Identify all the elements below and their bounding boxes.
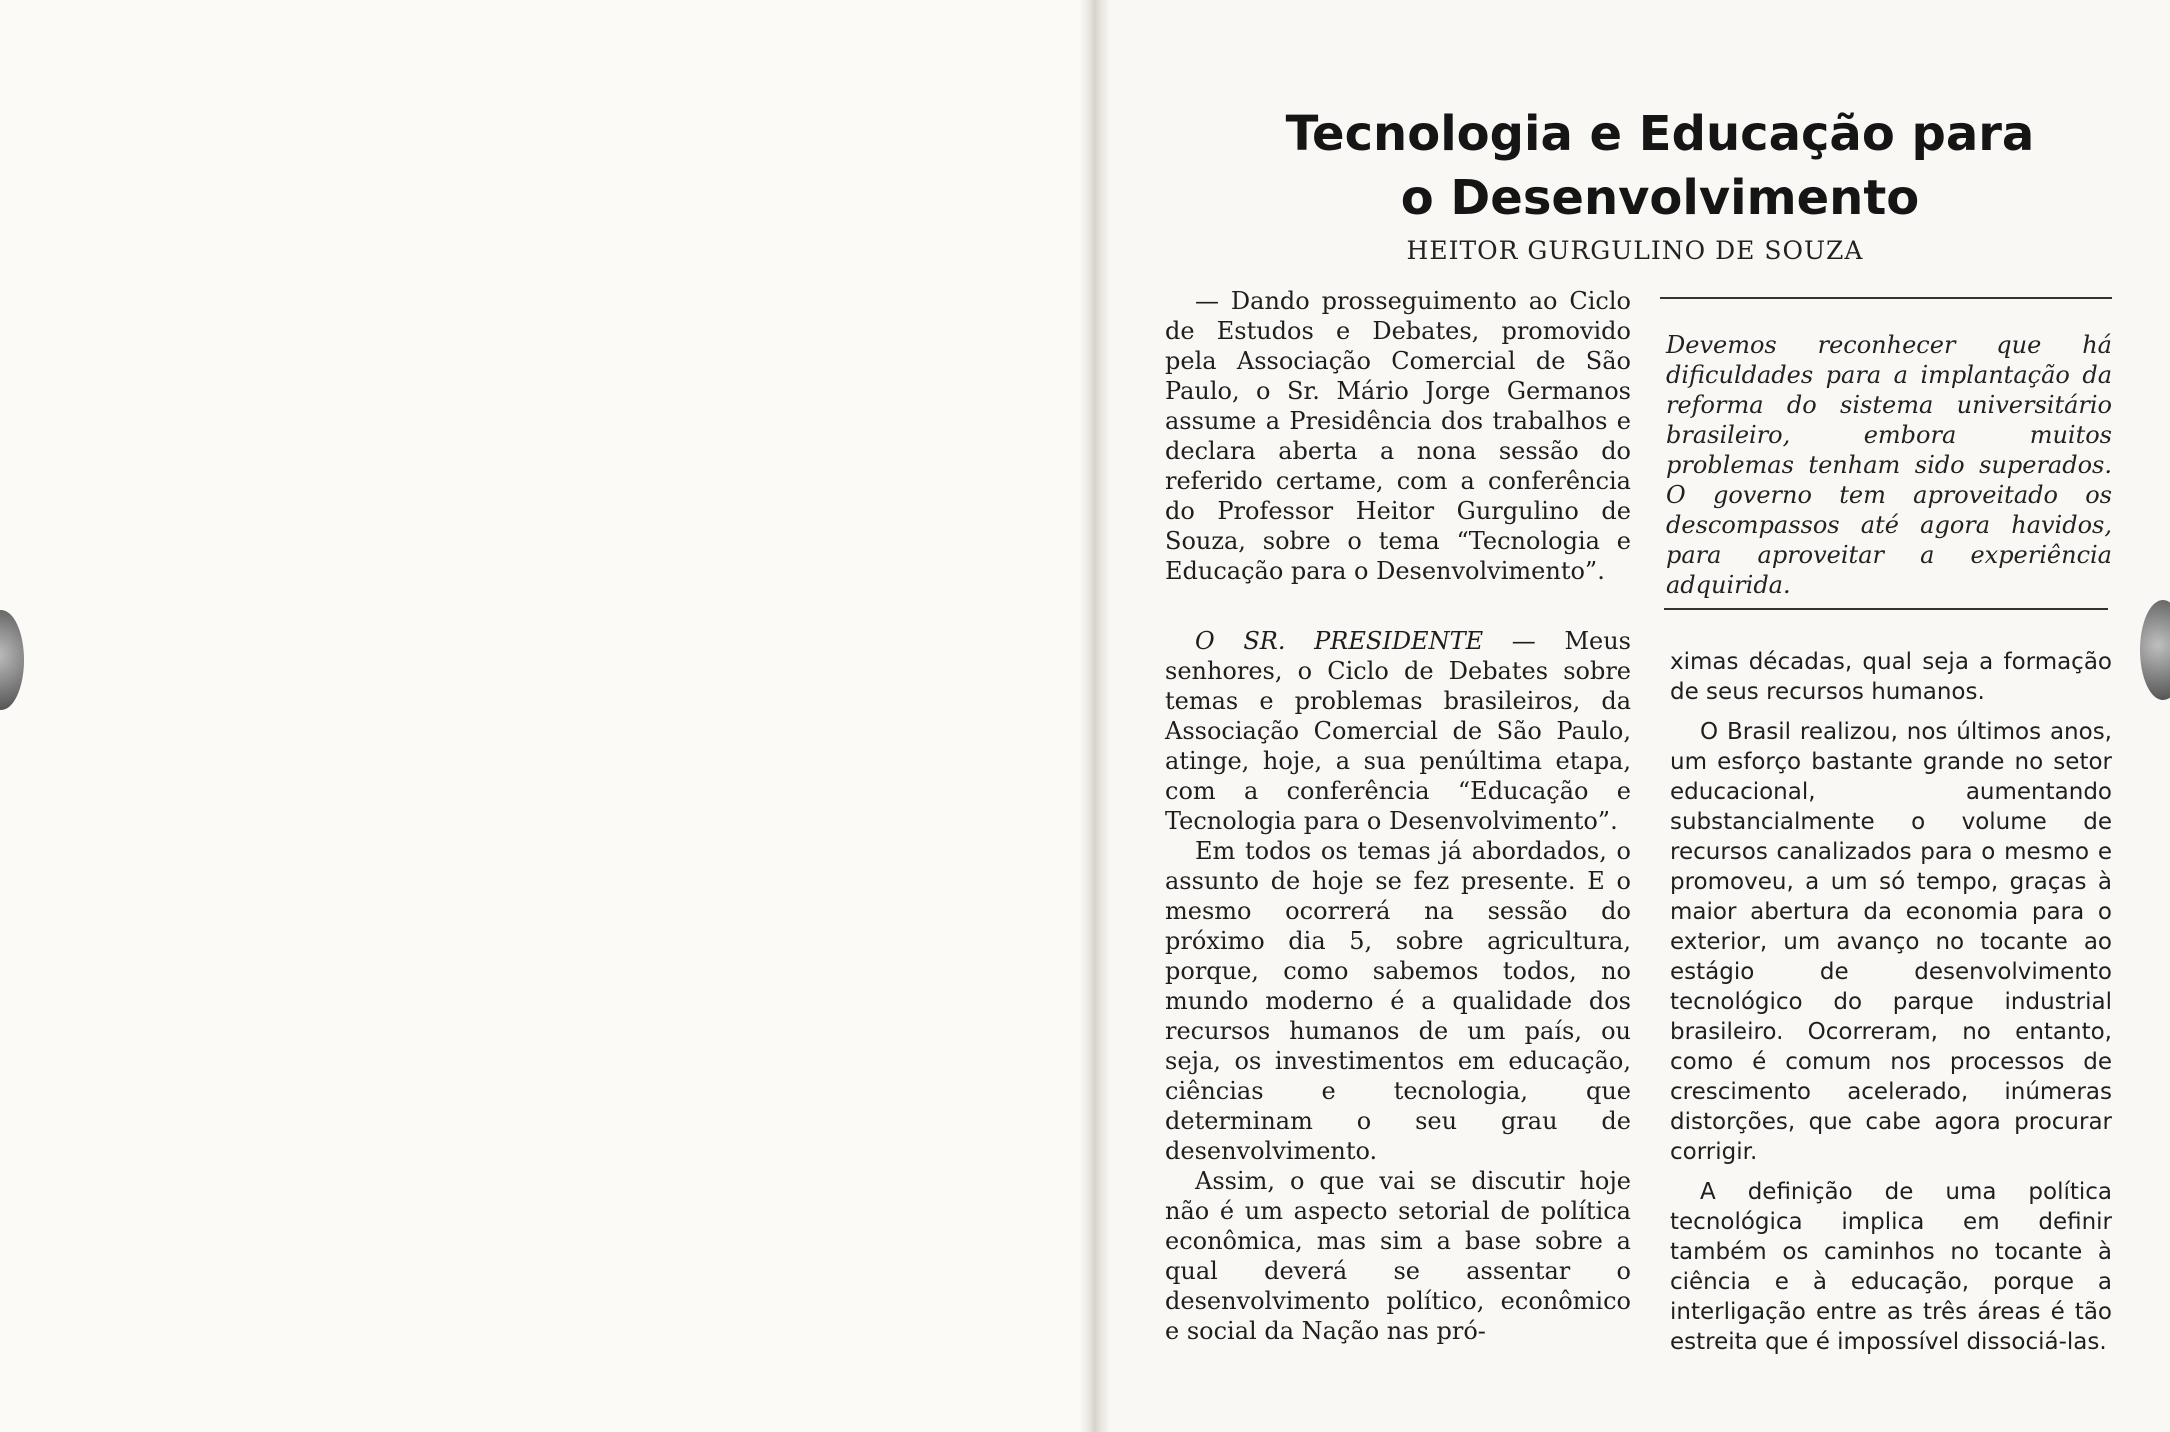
intro-paragraph: — Dando prosseguimento ao Ciclo de Estudos e Debates, promovido pela Associação Comercial de São Paulo, o Sr. Mário Jorge Germanos assume a Presidência dos trabalhos e declara aberta a nona sessão do referido certame, com a conferência do Professor Heitor Gurgulino de Souza, sobre o tema “Tecnologia e Educação para o Desenvolvimento”. — [1165, 287, 1631, 585]
article-title — [1200, 102, 2120, 230]
president-paragraph — [1165, 626, 1631, 836]
text-column-right — [1670, 647, 2112, 1367]
body-paragraph-4: O Brasil realizou, nos últimos anos, um esforço bastante grande no setor educacional, aumentando substancialmente o volume de recursos canalizados para o mesmo e promoveu, a um só tempo, graças à maior abertura da economia para o exterior, um avanço no tocante ao estágio de desenvolvimento tecnológico do parque industrial brasileiro. Ocorreram, no entanto, como é comum nos processos de crescimento acelerado, inúmeras distorções, que cabe agora procurar corrigir. — [1670, 719, 2112, 1165]
body-paragraph-3: Assim, o que vai se discutir hoje não é um aspecto setorial de política econômica, mas sim a base sobre a qual deverá se assentar o desenvolvimento político, econômico e social da Nação nas pró- — [1165, 1167, 1631, 1345]
pullquote: Devemos reconhecer que há dificuldades para a implantação da reforma do sistema universitário brasileiro, embora muitos problemas tenham sido superados. O governo tem aproveitado os descompassos até agora havidos, para aproveitar a experiência adquirida. — [1666, 331, 2112, 599]
body-paragraph-5: A definição de uma política tecnológica implica em definir também os caminhos no tocante à ciência e à educação, porque a interligação entre as três áreas é tão estreita que é impossível dissociá-las. — [1670, 1179, 2112, 1355]
title-line-1: Tecnologia e Educação para — [1285, 106, 2035, 162]
president-paragraph-text: — Meus senhores, o Ciclo de Debates sobre temas e problemas brasileiros, da Associação Comercial de São Paulo, atinge, hoje, a sua penúltima etapa, com a conferência “Educação e Tecnologia para o Desenvolvimento”. — [1165, 627, 1631, 835]
body-paragraph-2: Em todos os temas já abordados, o assunto de hoje se fez presente. E o mesmo ocorrerá na sessão do próximo dia 5, sobre agricultura, porque, como sabemos todos, no mundo moderno é a qualidade dos recursos humanos de um país, ou seja, os investimentos em educação, ciências e tecnologia, que determinam o seu grau de desenvolvimento. — [1165, 837, 1631, 1165]
pullquote-rule-top — [1660, 297, 2112, 299]
book-gutter — [1080, 0, 1110, 1432]
pullquote-rule-bottom — [1664, 608, 2108, 610]
text-column-left — [1165, 286, 1631, 1346]
title-line-2: o Desenvolvimento — [1400, 170, 1920, 226]
continued-paragraph: ximas décadas, qual seja a formação de seus recursos humanos. — [1670, 649, 2112, 705]
speaker-label: O SR. PRESIDENTE — [1195, 627, 1484, 655]
author-byline: HEITOR GURGULINO DE SOUZA — [1406, 236, 1864, 265]
